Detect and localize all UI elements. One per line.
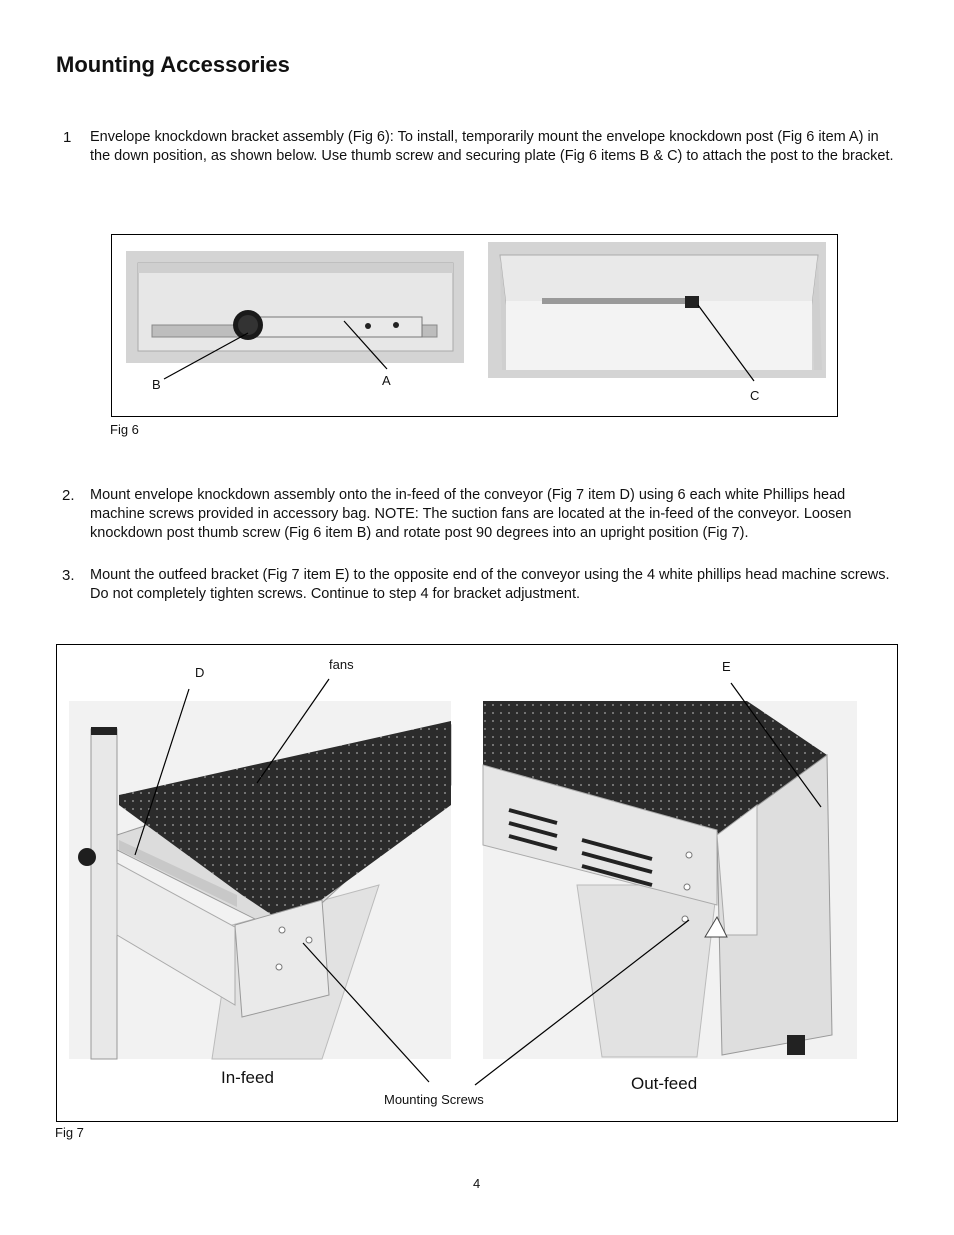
outfeed-photo — [483, 701, 857, 1059]
fig7-frame — [56, 644, 898, 1122]
fig6-frame — [111, 234, 838, 417]
fig7-label-d: D — [195, 665, 205, 680]
step-2-text: Mount envelope knockdown assembly onto the in-feed of the conveyor (Fig 7 item D) using 6 each white Phillips head machine screws provided in accessory bag. NOTE: The suction fans are located at the in-feed of the conveyor. Loosen knockdown post thumb screw (Fig 6 item B) and rotate post 90 degrees into an upright position (Fig 7). — [90, 487, 852, 541]
step-3-number: 3. — [62, 567, 75, 584]
fig6-label-a: A — [382, 373, 391, 388]
fig6-label-c: C — [750, 388, 760, 403]
fig7-label-infeed: In-feed — [221, 1068, 274, 1087]
fig7-label-mounting-screws: Mounting Screws — [384, 1092, 484, 1107]
step-3-text: Mount the outfeed bracket (Fig 7 item E) to the opposite end of the conveyor using the 4 white phillips head machine screws. Do not completely tighten screws. Continue to step 4 for bracket adjustment. — [90, 567, 890, 602]
infeed-photo — [69, 701, 451, 1059]
fig7-caption: Fig 7 — [55, 1125, 84, 1140]
securing-plate — [685, 296, 699, 308]
page-number: 4 — [473, 1176, 481, 1191]
step-1-number: 1 — [63, 129, 72, 146]
fig6-caption: Fig 6 — [110, 422, 139, 437]
fig6-illustration — [112, 235, 837, 416]
fig7-illustration — [57, 645, 897, 1121]
fig7-label-fans: fans — [329, 657, 354, 672]
step-1-text: Envelope knockdown bracket assembly (Fig 6): To install, temporarily mount the envelope knockdown post (Fig 6 item A) in the down position, as shown below. Use thumb screw and securing plate (Fig 6 items B & C) to attach the post to the bracket. — [90, 129, 894, 164]
page-title: Mounting Accessories — [56, 52, 290, 77]
step-2-number: 2. — [62, 487, 75, 504]
fig6-label-b: B — [152, 377, 161, 392]
fig7-label-e: E — [722, 659, 731, 674]
fig7-label-outfeed: Out-feed — [631, 1074, 698, 1093]
